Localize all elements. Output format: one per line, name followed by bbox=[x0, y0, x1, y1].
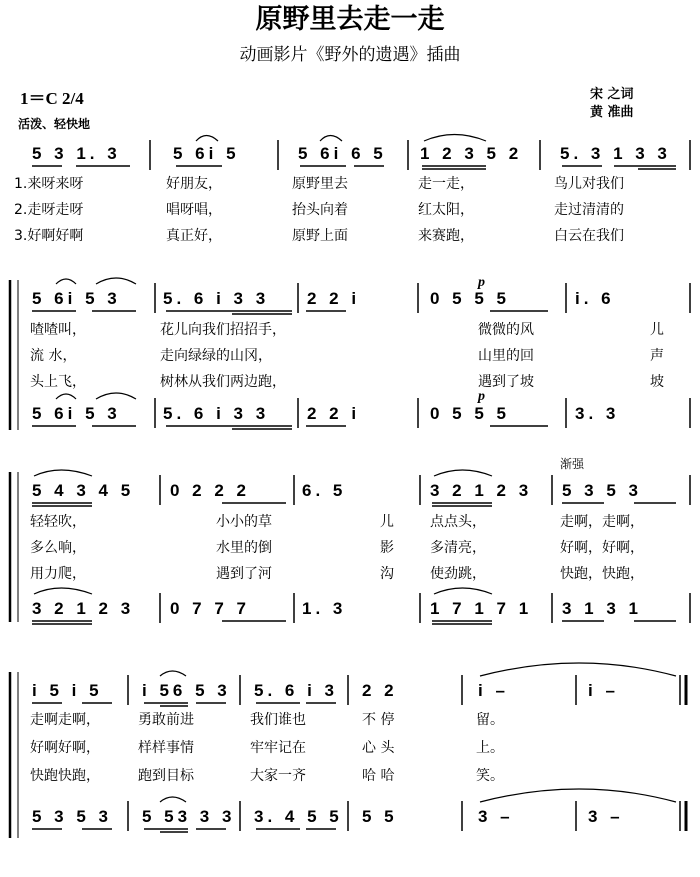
lyric-verse-1: 不 停 bbox=[362, 712, 395, 728]
lyric-verse-1: 小小的草 bbox=[216, 514, 272, 530]
crescendo-marking: 渐强 bbox=[560, 457, 585, 471]
melody-measure: 6. 5 bbox=[302, 481, 347, 500]
lyric-verse-2: 唱呀唱， bbox=[166, 202, 222, 218]
harmony-measure: 3 2 1 2 3 bbox=[32, 599, 135, 618]
lyric-verse-1: 走啊，走啊， bbox=[560, 514, 644, 530]
melody-measure: 2 2 i bbox=[307, 289, 361, 308]
lyric-verse-1: 走啊走啊， bbox=[30, 712, 100, 728]
lyric-verse-3: 快跑，快跑， bbox=[560, 566, 644, 582]
lyric-verse-1: 好朋友， bbox=[166, 176, 222, 192]
harmony-measure: 3 – bbox=[588, 807, 624, 826]
lyric-verse-2: 山里的回 bbox=[478, 348, 534, 364]
melody-measure: i 56 5 3 bbox=[142, 681, 231, 700]
melody-measure: i. 6 bbox=[575, 289, 615, 308]
composer-credit: 黄 准曲 bbox=[590, 105, 634, 120]
lyric-verse-2: 走过清清的 bbox=[554, 202, 624, 218]
key-signature: 1＝C 2/4 bbox=[20, 89, 84, 108]
melody-measure: 5 6i 5 3 bbox=[32, 289, 121, 308]
lyric-verse-3: 使劲跳， bbox=[430, 566, 486, 582]
lyric-verse-1: 留。 bbox=[476, 712, 504, 728]
lyric-verse-1: 花儿向我们招招手， bbox=[160, 322, 286, 338]
lyricist-credit: 宋 之词 bbox=[590, 87, 634, 102]
melody-measure: 5. 6 i 3 3 bbox=[163, 289, 270, 308]
harmony-measure: 5 5 bbox=[362, 807, 398, 826]
lyric-verse-3: 坡 bbox=[650, 374, 664, 390]
lyric-verse-3: 大家一齐 bbox=[250, 768, 306, 784]
lyric-verse-1: 喳喳叫， bbox=[30, 322, 86, 338]
lyric-verse-1: 鸟儿对我们 bbox=[554, 176, 624, 192]
lyric-verse-1: 点点头， bbox=[430, 514, 486, 530]
harmony-measure: 3. 3 bbox=[575, 404, 620, 423]
lyric-verse-2: 2.走呀走呀 bbox=[14, 202, 84, 218]
song-title: 原野里去走一走 bbox=[255, 4, 445, 35]
melody-measure: i – bbox=[478, 681, 509, 700]
melody-measure: 0 5 5 5 bbox=[430, 289, 510, 308]
harmony-measure: 5 3 5 3 bbox=[32, 807, 112, 826]
melody-measure: 3 2 1 2 3 bbox=[430, 481, 533, 500]
lyric-verse-3: 遇到了河 bbox=[216, 566, 272, 582]
melody-measure: 5 3 1. 3 bbox=[32, 144, 121, 163]
lyric-verse-2: 多么响， bbox=[30, 540, 86, 556]
lyric-verse-3: 笑。 bbox=[476, 768, 504, 784]
lyric-verse-1: 微微的风 bbox=[478, 322, 534, 338]
harmony-measure: 2 2 i bbox=[307, 404, 361, 423]
harmony-measure: 5 53 3 3 bbox=[142, 807, 236, 826]
melody-measure: 5. 6 i 3 bbox=[254, 681, 338, 700]
lyric-verse-3: 哈 哈 bbox=[362, 768, 395, 784]
lyric-verse-2: 走向绿绿的山冈， bbox=[160, 348, 272, 364]
lyric-verse-2: 红太阳， bbox=[418, 202, 474, 218]
harmony-measure: 0 7 7 7 bbox=[170, 599, 250, 618]
harmony-measure: 3 1 3 1 bbox=[562, 599, 642, 618]
melody-measure: i – bbox=[588, 681, 619, 700]
melody-measure: i 5 i 5 bbox=[32, 681, 103, 700]
lyric-verse-3: 用力爬， bbox=[30, 566, 86, 582]
lyric-verse-2: 样样事情 bbox=[138, 740, 194, 756]
harmony-measure: 1 7 1 7 1 bbox=[430, 599, 533, 618]
lyric-verse-3: 原野上面 bbox=[292, 228, 348, 244]
dynamic-piano: p bbox=[478, 275, 485, 290]
lyric-verse-1: 1.来呀来呀 bbox=[14, 176, 84, 192]
lyric-verse-1: 原野里去 bbox=[292, 176, 348, 192]
lyric-verse-2: 上。 bbox=[476, 740, 504, 756]
lyric-verse-1: 我们谁也 bbox=[250, 712, 306, 728]
melody-measure: 5. 3 1 3 3 bbox=[560, 144, 671, 163]
lyric-verse-2: 心 头 bbox=[362, 740, 395, 756]
lyric-verse-2: 多清亮， bbox=[430, 540, 486, 556]
melody-measure: 2 2 bbox=[362, 681, 398, 700]
melody-measure: 5 6i 5 bbox=[173, 144, 240, 163]
lyric-verse-1: 儿 bbox=[380, 514, 394, 530]
harmony-measure: 5. 6 i 3 3 bbox=[163, 404, 270, 423]
lyric-verse-2: 水里的倒 bbox=[216, 540, 272, 556]
lyric-verse-1: 走一走， bbox=[418, 176, 474, 192]
lyric-verse-3: 头上飞， bbox=[30, 374, 86, 390]
lyric-verse-1: 勇敢前进 bbox=[138, 712, 194, 728]
lyric-verse-2: 牢牢记在 bbox=[250, 740, 306, 756]
melody-measure: 5 3 5 3 bbox=[562, 481, 642, 500]
lyric-verse-3: 白云在我们 bbox=[554, 228, 624, 244]
lyric-verse-1: 儿 bbox=[650, 322, 664, 338]
lyric-verse-2: 好啊，好啊， bbox=[560, 540, 644, 556]
lyric-verse-3: 真正好， bbox=[166, 228, 222, 244]
lyric-verse-2: 抬头向着 bbox=[292, 202, 348, 218]
lyric-verse-3: 快跑快跑， bbox=[30, 768, 100, 784]
harmony-measure: 1. 3 bbox=[302, 599, 347, 618]
lyric-verse-2: 好啊好啊， bbox=[30, 740, 100, 756]
melody-measure: 5 6i 6 5 bbox=[298, 144, 387, 163]
lyric-verse-3: 3.好啊好啊 bbox=[14, 228, 84, 244]
tempo-marking: 活泼、轻快地 bbox=[18, 117, 91, 131]
lyric-verse-2: 声 bbox=[650, 348, 664, 364]
lyric-verse-3: 树林从我们两边跑， bbox=[160, 374, 286, 390]
melody-measure: 1 2 3 5 2 bbox=[420, 144, 523, 163]
lyric-verse-3: 遇到了坡 bbox=[478, 374, 534, 390]
lyric-verse-3: 跑到目标 bbox=[138, 768, 194, 784]
lyric-verse-3: 沟 bbox=[380, 566, 394, 582]
harmony-measure: 5 6i 5 3 bbox=[32, 404, 121, 423]
lyric-verse-1: 轻轻吹， bbox=[30, 514, 86, 530]
lyric-verse-2: 影 bbox=[380, 540, 394, 556]
lyric-verse-3: 来赛跑， bbox=[418, 228, 474, 244]
harmony-measure: 0 5 5 5 bbox=[430, 404, 510, 423]
harmony-measure: 3. 4 5 5 bbox=[254, 807, 343, 826]
harmony-measure: 3 – bbox=[478, 807, 514, 826]
melody-measure: 5 4 3 4 5 bbox=[32, 481, 135, 500]
melody-measure: 0 2 2 2 bbox=[170, 481, 250, 500]
dynamic-piano: p bbox=[478, 389, 485, 404]
song-subtitle: 动画影片《野外的遗遇》插曲 bbox=[239, 45, 461, 65]
lyric-verse-2: 流 水， bbox=[30, 348, 77, 364]
